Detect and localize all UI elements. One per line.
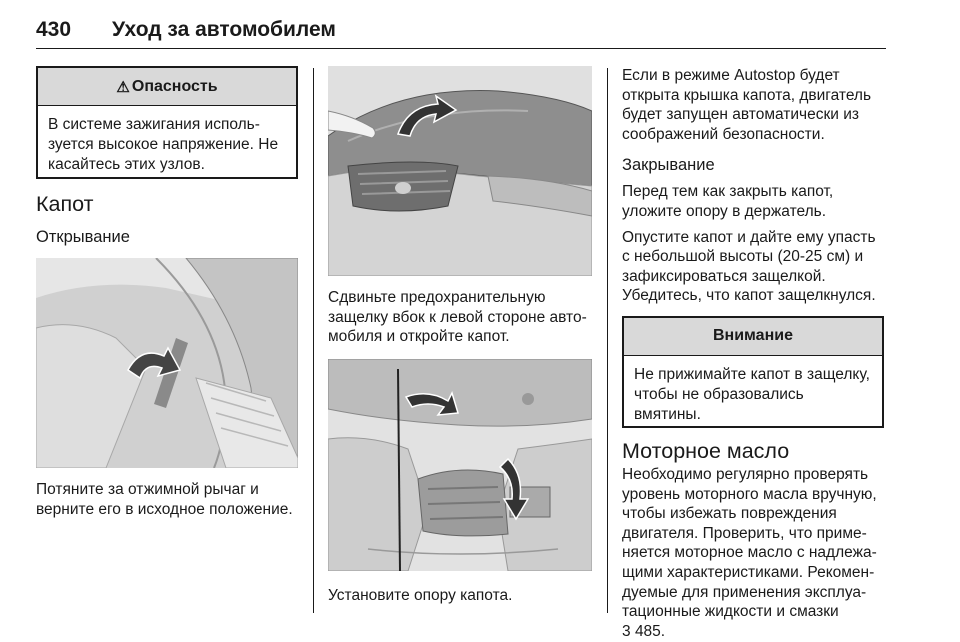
caution-header bbox=[624, 318, 882, 356]
danger-box bbox=[36, 66, 298, 179]
column-1 bbox=[36, 66, 298, 519]
text-closing-1: Перед тем как закрыть капот, уложите опору в держатель. bbox=[622, 183, 834, 220]
column-3 bbox=[622, 66, 886, 641]
page-header bbox=[36, 10, 886, 50]
danger-text: В системе зажигания исполь-зуется высокое напряжение. Не касайтесь этих узлов. bbox=[48, 116, 279, 173]
subsection-title-opening: Открывание bbox=[36, 228, 130, 246]
release-lever-illustration bbox=[36, 258, 298, 468]
caution-box bbox=[622, 316, 884, 428]
caution-title: Внимание bbox=[713, 327, 793, 345]
page-ref-link[interactable]: 485. bbox=[634, 622, 666, 640]
caution-text: Не прижимайте капот в защелку, чтобы не образовались вмятины. bbox=[634, 365, 870, 423]
column-divider bbox=[607, 68, 608, 613]
page-ref-icon: 3 bbox=[622, 622, 631, 640]
figure-hood-latch bbox=[328, 66, 592, 276]
hood-latch-illustration bbox=[328, 66, 592, 276]
hood-prop-illustration bbox=[328, 359, 592, 571]
header-rule bbox=[36, 48, 886, 49]
page-title: Уход за автомобилем bbox=[112, 18, 336, 41]
figure-release-lever bbox=[36, 258, 298, 468]
column-divider bbox=[313, 68, 314, 613]
text-install-prop: Установите опору капота. bbox=[328, 586, 513, 604]
danger-header bbox=[38, 68, 296, 106]
text-autostop: Если в режиме Autostop будет открыта крышка капота, двигатель будет запущен автоматически из соображений безопасности. bbox=[622, 67, 872, 143]
engine-oil-body: Необходимо регулярно проверять уровень моторного масла вручную, чтобы избежать повреждения двигателя. Проверить, что приме-няется моторное масло с надлежа-щими характеристиками. Рекомен-дуемые для применения эксплуа-тационные жидкости и смазки bbox=[622, 465, 877, 621]
text-closing-2: Опустите капот и дайте ему упасть с небольшой высоты (20-25 см) и зафиксироваться защелкой. Убедитесь, что капот защелкнулся. bbox=[622, 228, 876, 305]
text-slide-latch: Сдвиньте предохранительную защелку вбок к левой стороне авто-мобиля и откройте капот. bbox=[328, 289, 587, 346]
text-engine-oil bbox=[622, 465, 886, 641]
danger-title: Опасность bbox=[131, 77, 218, 95]
section-title-engine-oil: Моторное масло bbox=[622, 438, 790, 463]
subsection-title-closing: Закрывание bbox=[622, 156, 715, 175]
section-title-hood: Капот bbox=[36, 192, 94, 216]
caption-release-lever: Потяните за отжимной рычаг и верните его в исходное положение. bbox=[36, 481, 293, 518]
page-number: 430 bbox=[36, 18, 72, 41]
figure-hood-prop bbox=[328, 359, 592, 571]
column-2 bbox=[328, 66, 592, 605]
warning-triangle-icon: ⚠ bbox=[116, 78, 130, 96]
